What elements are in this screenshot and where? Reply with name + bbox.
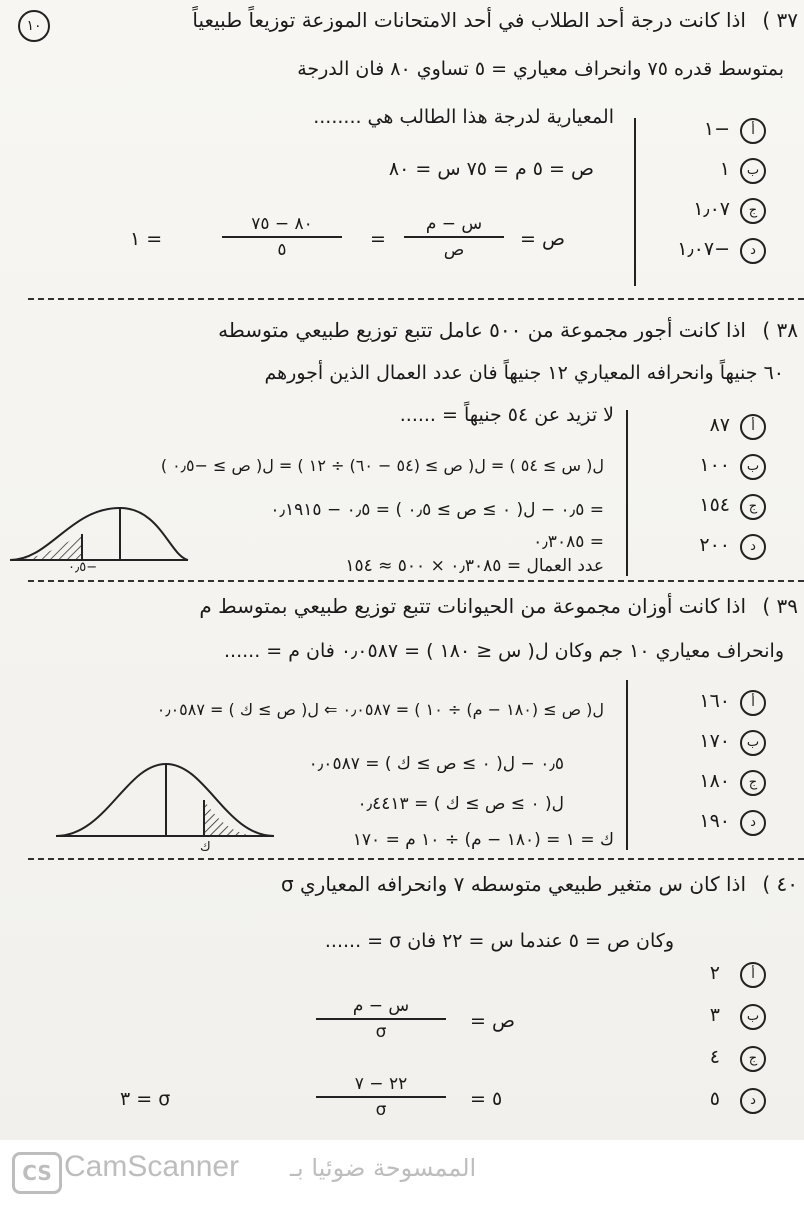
q37-number: ٣٧ )	[762, 8, 798, 32]
q38-work4: عدد العمال = ٠٫٣٠٨٥ × ٥٠٠ ≈ ١٥٤	[345, 556, 604, 576]
q40-fraction-general	[316, 996, 446, 1042]
q38-option-c-marker: ج	[740, 494, 766, 520]
q37-result: = ١	[130, 228, 163, 250]
q39-work3: ل( ٠ ≥ ص ≥ ك ) = ٠٫٤٤١٣	[357, 794, 564, 814]
q40-option-b-marker: ب	[740, 1004, 766, 1030]
q39-line2: وانحراف معياري ١٠ جم وكان ل( س ≤ ١٨٠ ) = ٠٫٠٥٨٧ فان م = ......	[224, 640, 784, 662]
q39-work2: ٠٫٥ − ل( ٠ ≥ ص ≥ ك ) = ٠٫٠٥٨٧	[308, 754, 564, 774]
q37-calc-lhs: ص =	[520, 228, 565, 250]
q40-result: σ = ٣	[120, 1088, 171, 1110]
q40-calc1-lhs: ص =	[470, 1010, 515, 1032]
scanner-watermark-footer	[0, 1140, 804, 1206]
q40-line1: اذا كان س متغير طبيعي متوسطه ٧ وانحرافه المعياري σ	[280, 872, 746, 896]
q37-equals: =	[370, 228, 386, 250]
q37-fraction-general	[404, 214, 504, 260]
q37-fraction-values	[222, 214, 342, 260]
q38-line2: ٦٠ جنيهاً وانحرافه المعياري ١٢ جنيهاً فان عدد العمال الذين أجورهم	[264, 362, 784, 384]
q40-option-a-marker: أ	[740, 962, 766, 988]
q40-line2: وكان ص = ٥ عندما س = ٢٢ فان σ = ......	[324, 930, 674, 952]
q40-fraction-general-num: س − م	[316, 996, 446, 1020]
q37-option-d-marker: د	[740, 238, 766, 264]
q37-line2: بمتوسط قدره ٧٥ وانحراف معياري = ٥ تساوي ٨٠ فان الدرجة	[297, 58, 784, 80]
q37-line1: اذا كانت درجة أحد الطلاب في أحد الامتحانات الموزعة توزيعاً طبيعياً	[192, 8, 746, 32]
q39-option-d-value: ١٩٠	[699, 810, 730, 832]
q37-option-c-marker: ج	[740, 198, 766, 224]
q40-option-b-value: ٣	[709, 1004, 720, 1026]
q39-option-c-value: ١٨٠	[699, 770, 730, 792]
q39-option-a-marker: أ	[740, 690, 766, 716]
q40-number: ٤٠ )	[762, 872, 798, 896]
q38-option-d-value: ٢٠٠	[699, 534, 730, 556]
q38-line3: لا تزيد عن ٥٤ جنيهاً = ......	[399, 404, 614, 426]
q37-divider	[634, 118, 636, 286]
q40-option-c-value: ٤	[709, 1046, 720, 1068]
q39-option-a-value: ١٦٠	[699, 690, 730, 712]
q38-option-a-marker: أ	[740, 414, 766, 440]
q38-option-a-value: ٨٧	[709, 414, 730, 436]
q39-option-b-marker: ب	[740, 730, 766, 756]
q40-calc2-lhs: ٥ =	[470, 1088, 503, 1110]
q40-fraction-values	[316, 1074, 446, 1120]
q40-option-c-marker: ج	[740, 1046, 766, 1072]
q38-option-b-value: ١٠٠	[699, 454, 730, 476]
q39-work4: ك = ١ = (١٨٠ − م) ÷ ١٠ م = ١٧٠	[352, 830, 614, 850]
q38-work2: = ٠٫٥ − ل( ٠ ≥ ص ≥ ٠٫٥ ) = ٠٫٥ − ٠٫١٩١٥	[270, 500, 604, 520]
q38-number: ٣٨ )	[762, 318, 798, 342]
divider-39-40	[28, 858, 804, 860]
q40-option-d-value: ٥	[709, 1088, 720, 1110]
q39-option-d-marker: د	[740, 810, 766, 836]
q37-option-a-marker: أ	[740, 118, 766, 144]
q40-fraction-values-den: σ	[375, 1100, 387, 1120]
q37-option-b-marker: ب	[740, 158, 766, 184]
q39-work1: ل( ص ≥ (١٨٠ − م) ÷ ١٠ ) = ٠٫٠٥٨٧ ⇐ ل( ص ≥ ك ) = ٠٫٠٥٨٧	[156, 700, 604, 719]
camscanner-arabic-text: الممسوحة ضوئيا بـ	[290, 1154, 477, 1182]
q39-line1: اذا كانت أوزان مجموعة من الحيوانات تتبع توزيع طبيعي بمتوسط م	[199, 594, 746, 618]
camscanner-brand-text: CamScanner	[64, 1150, 240, 1183]
q37-option-c-value: ١٫٠٧	[693, 198, 730, 220]
q39-option-c-marker: ج	[740, 770, 766, 796]
camscanner-logo-icon: CS	[12, 1152, 62, 1194]
q37-fraction-values-num: ٨٠ − ٧٥	[222, 214, 342, 238]
q38-divider	[626, 410, 628, 576]
divider-38-39	[28, 580, 804, 582]
q38-option-b-marker: ب	[740, 454, 766, 480]
q38-line1: اذا كانت أجور مجموعة من ٥٠٠ عامل تتبع توزيع طبيعي متوسطه	[218, 318, 746, 342]
q39-divider	[626, 680, 628, 850]
q38-work1: ل( س ≥ ٥٤ ) = ل( ص ≥ (٥٤ − ٦٠) ÷ ١٢ ) = ل( ص ≥ −٠٫٥ )	[160, 456, 604, 475]
q37-fraction-general-den: ص	[443, 240, 465, 260]
q37-fraction-general-num: س − م	[404, 214, 504, 238]
q39-option-b-value: ١٧٠	[699, 730, 730, 752]
q37-given: ص = ٥ م = ٧٥ س = ٨٠	[388, 158, 594, 180]
q37-option-b-value: ١	[719, 158, 730, 180]
q40-option-a-value: ٢	[709, 962, 720, 984]
q39-normal-curve	[56, 760, 276, 850]
q37-badge: ١٠	[18, 10, 50, 42]
q40-fraction-values-num: ٢٢ − ٧	[316, 1074, 446, 1098]
divider-37-38	[28, 298, 804, 300]
q38-graph-label: −٠٫٥	[68, 560, 98, 575]
q40-fraction-general-den: σ	[375, 1022, 387, 1042]
q37-line3: المعيارية لدرجة هذا الطالب هي ........	[313, 106, 614, 128]
q38-option-c-value: ١٥٤	[699, 494, 730, 516]
q40-option-d-marker: د	[740, 1088, 766, 1114]
q37-option-a-value: ١−	[703, 118, 730, 140]
q39-graph-label: ك	[200, 840, 211, 855]
q38-option-d-marker: د	[740, 534, 766, 560]
q38-work3: = ٠٫٣٠٨٥	[533, 532, 604, 552]
q37-fraction-values-den: ٥	[277, 240, 287, 260]
q37-option-d-value: ١٫٠٧−	[677, 238, 730, 260]
q38-normal-curve	[10, 506, 190, 576]
q39-number: ٣٩ )	[762, 594, 798, 618]
